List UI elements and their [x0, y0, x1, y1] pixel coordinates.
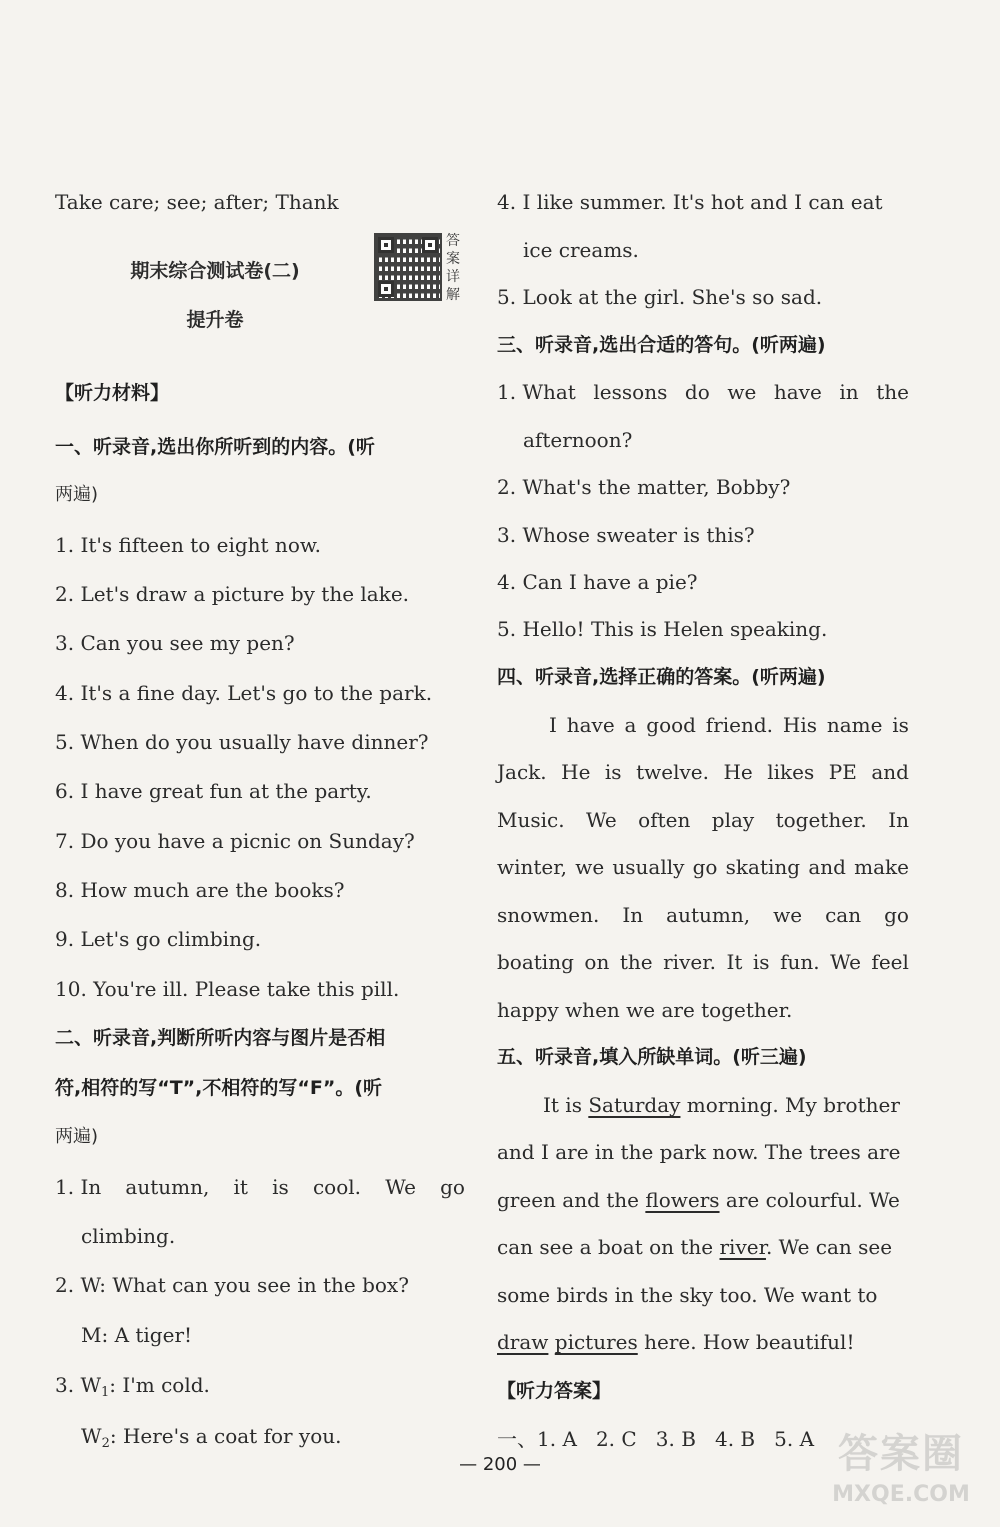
section2-heading-cont2: 两遍)	[55, 1126, 99, 1147]
paragraph-line: and I are in the park now. The trees are	[497, 1140, 901, 1164]
list-item: 4. It's a fine day. Let's go to the park.	[55, 681, 433, 705]
list-item: 10. You're ill. Please take this pill.	[55, 977, 400, 1001]
page-number: — 200 —	[459, 1454, 541, 1475]
list-item: 6. I have great fun at the party.	[55, 779, 372, 803]
exam-subtitle: 提升卷	[186, 309, 244, 331]
materials-heading: 【听力材料】	[55, 382, 170, 404]
list-item: 2. Let's draw a picture by the lake.	[55, 582, 410, 606]
exam-title: 期末综合测试卷(二)	[130, 260, 300, 282]
paragraph-line: I have a good friend. His name is	[549, 713, 909, 737]
section2-heading: 二、听录音,判断所听内容与图片是否相	[55, 1027, 386, 1049]
filled-blank: pictures	[554, 1330, 638, 1354]
paragraph-line: winter, we usually go skating and make	[497, 855, 909, 879]
qr-caption: 答案详解	[446, 233, 460, 303]
watermark-text: 答案圈	[838, 1431, 964, 1477]
list-item: 1. It's fifteen to eight now.	[55, 533, 321, 557]
paragraph-line: can see a boat on the river. We can see	[497, 1235, 893, 1259]
watermark-logo	[816, 1428, 986, 1522]
section3-heading: 三、听录音,选出合适的答句。(听两遍)	[497, 334, 826, 356]
justified-line: 1. In autumn, it is cool. We go	[55, 1175, 465, 1199]
qr-code-icon	[374, 233, 442, 301]
paragraph-line: boating on the river. It is fun. We feel	[497, 950, 909, 974]
list-item: 4. I like summer. It's hot and I can eat	[497, 190, 883, 214]
list-item: 4. Can I have a pie?	[497, 570, 698, 594]
list-item: 5. When do you usually have dinner?	[55, 730, 429, 754]
answers-line: 一、1. A 2. C 3. B 4. B 5. A	[497, 1427, 815, 1451]
filled-blank: Saturday	[588, 1093, 681, 1117]
list-item-cont: $W_2$: Here's a coat for you.	[81, 1424, 342, 1451]
section1-heading: 一、听录音,选出你所听到的内容。(听	[55, 436, 375, 458]
filled-blank: river	[719, 1235, 766, 1259]
watermark-url: MXQE.COM	[832, 1482, 970, 1507]
list-item: 9. Let's go climbing.	[55, 927, 262, 951]
section1-heading-cont: 两遍)	[55, 484, 99, 505]
list-item-cont: climbing.	[81, 1224, 176, 1248]
section4-heading: 四、听录音,选择正确的答案。(听两遍)	[497, 666, 826, 688]
paragraph-line: green and the flowers are colourful. We	[497, 1188, 900, 1212]
paragraph-line: Jack. He is twelve. He likes PE and	[497, 760, 909, 784]
paragraph-line: Music. We often play together. In	[497, 808, 909, 832]
list-item-cont: ice creams.	[523, 238, 639, 262]
list-item: 3. Whose sweater is this?	[497, 523, 755, 547]
paragraph-line: It is Saturday morning. My brother	[543, 1093, 900, 1117]
list-item: 7. Do you have a picnic on Sunday?	[55, 829, 415, 853]
section2-heading-cont: 符,相符的写“T”,不相符的写“F”。(听	[55, 1077, 383, 1099]
filled-blank: flowers	[645, 1188, 720, 1212]
section5-heading: 五、听录音,填入所缺单词。(听三遍)	[497, 1046, 807, 1068]
justified-line: 1. What lessons do we have in the	[497, 380, 909, 404]
list-item: 2. What's the matter, Bobby?	[497, 475, 791, 499]
answers-heading: 【听力答案】	[497, 1380, 612, 1402]
paragraph-line: happy when we are together.	[497, 998, 793, 1022]
list-item: 5. Look at the girl. She's so sad.	[497, 285, 823, 309]
filled-blank: draw	[497, 1330, 549, 1354]
previous-answer-line: Take care; see; after; Thank	[55, 190, 339, 214]
paragraph-line: snowmen. In autumn, we can go	[497, 903, 909, 927]
paragraph-line: draw pictures here. How beautiful!	[497, 1330, 855, 1354]
list-item: 3. $W_1$: I'm cold.	[55, 1373, 210, 1400]
list-item-cont: M: A tiger!	[81, 1323, 193, 1347]
paragraph-line: some birds in the sky too. We want to	[497, 1283, 878, 1307]
list-item: 8. How much are the books?	[55, 878, 345, 902]
list-item: 2. W: What can you see in the box?	[55, 1273, 409, 1297]
list-item: 5. Hello! This is Helen speaking.	[497, 617, 828, 641]
list-item-cont: afternoon?	[523, 428, 633, 452]
list-item: 3. Can you see my pen?	[55, 631, 295, 655]
